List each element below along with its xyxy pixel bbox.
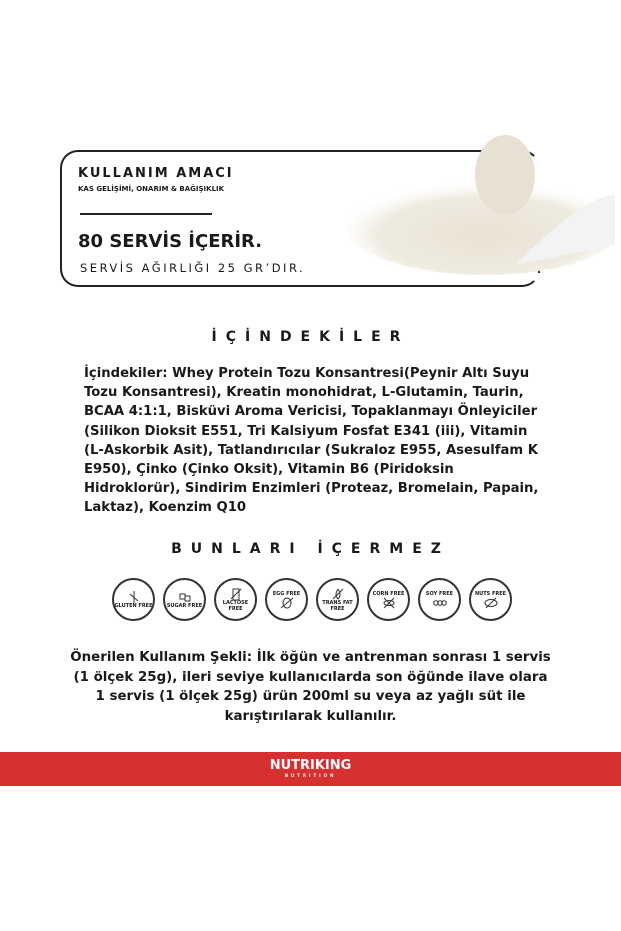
gluten-free-icon — [112, 578, 155, 621]
serving-weight: SERVİS AĞIRLIĞI 25 GR’DIR. — [80, 261, 306, 275]
sugar-free-icon — [163, 578, 206, 621]
usage-subtitle: KAS GELİŞİMİ, ONARIM & BAĞIŞIKLIK — [78, 185, 225, 193]
badge-label: EGG FREE — [272, 590, 301, 597]
corn-free-icon — [367, 578, 410, 621]
usage-title: KULLANIM AMACI — [78, 166, 234, 181]
badge-label: GLUTEN FREE — [114, 602, 153, 609]
usage-instructions: Önerilen Kullanım Şekli: İlk öğün ve antrenman sonrası 1 servis (1 ölçek 25g), ileri seviye kullanıcılarda son öğünde ilave olara 1 servis (1 ölçek 25g) ürün 200ml su veya az yağlı süt ile karıştırılarak kullanılır. — [70, 650, 551, 724]
divider — [80, 213, 212, 215]
badge-label: NUTS FREE — [474, 590, 507, 597]
lactose-free-icon — [214, 578, 257, 621]
brand-tagline: NUTRITION — [284, 773, 337, 778]
soy-free-icon — [418, 578, 461, 621]
nuts-free-icon — [469, 578, 512, 621]
badge-label: LACTOSE FREE — [222, 599, 249, 612]
badge-label: TRANS FAT FREE — [322, 599, 353, 612]
free-from-badges — [112, 578, 512, 621]
brand-logo: NUTRIKING — [269, 758, 352, 773]
servings-count: 80 SERVİS İÇERİR. — [78, 231, 263, 252]
ingredients-text: İçindekiler: Whey Protein Tozu Konsantresi(Peynir Altı Suyu Tozu Konsantresi), Kreatin monohidrat, L-Glutamin, Taurin, BCAA 4:1:1, Bisküvi Aroma Vericisi, Topaklanmayı Önleyiciler (Silikon Dioksit E551, Tri Kalsiyum Fosfat E341 (iii), Vitamin (L-Askorbik Asit), Tatlandırıcılar (Sukraloz E955, Asesulfam K E950), Çinko (Çinko Oksit), Vitamin B6 (Piridoksin Hidroklorür), Sindirim Enzimleri (Proteaz, Bromelain, Papain, Laktaz), Koenzim Q10 — [84, 366, 539, 516]
protein-powder-image — [335, 135, 615, 275]
egg-free-icon — [265, 578, 308, 621]
badge-label: SUGAR FREE — [166, 602, 203, 609]
free-from-heading: BUNLARI İÇERMEZ — [171, 541, 450, 557]
badge-label: SOY FREE — [425, 590, 454, 597]
ingredients-heading: İÇİNDEKİLER — [211, 329, 410, 345]
badge-label: CORN FREE — [372, 590, 405, 597]
brand-footer — [0, 752, 621, 786]
trans-fat-free-icon — [316, 578, 359, 621]
